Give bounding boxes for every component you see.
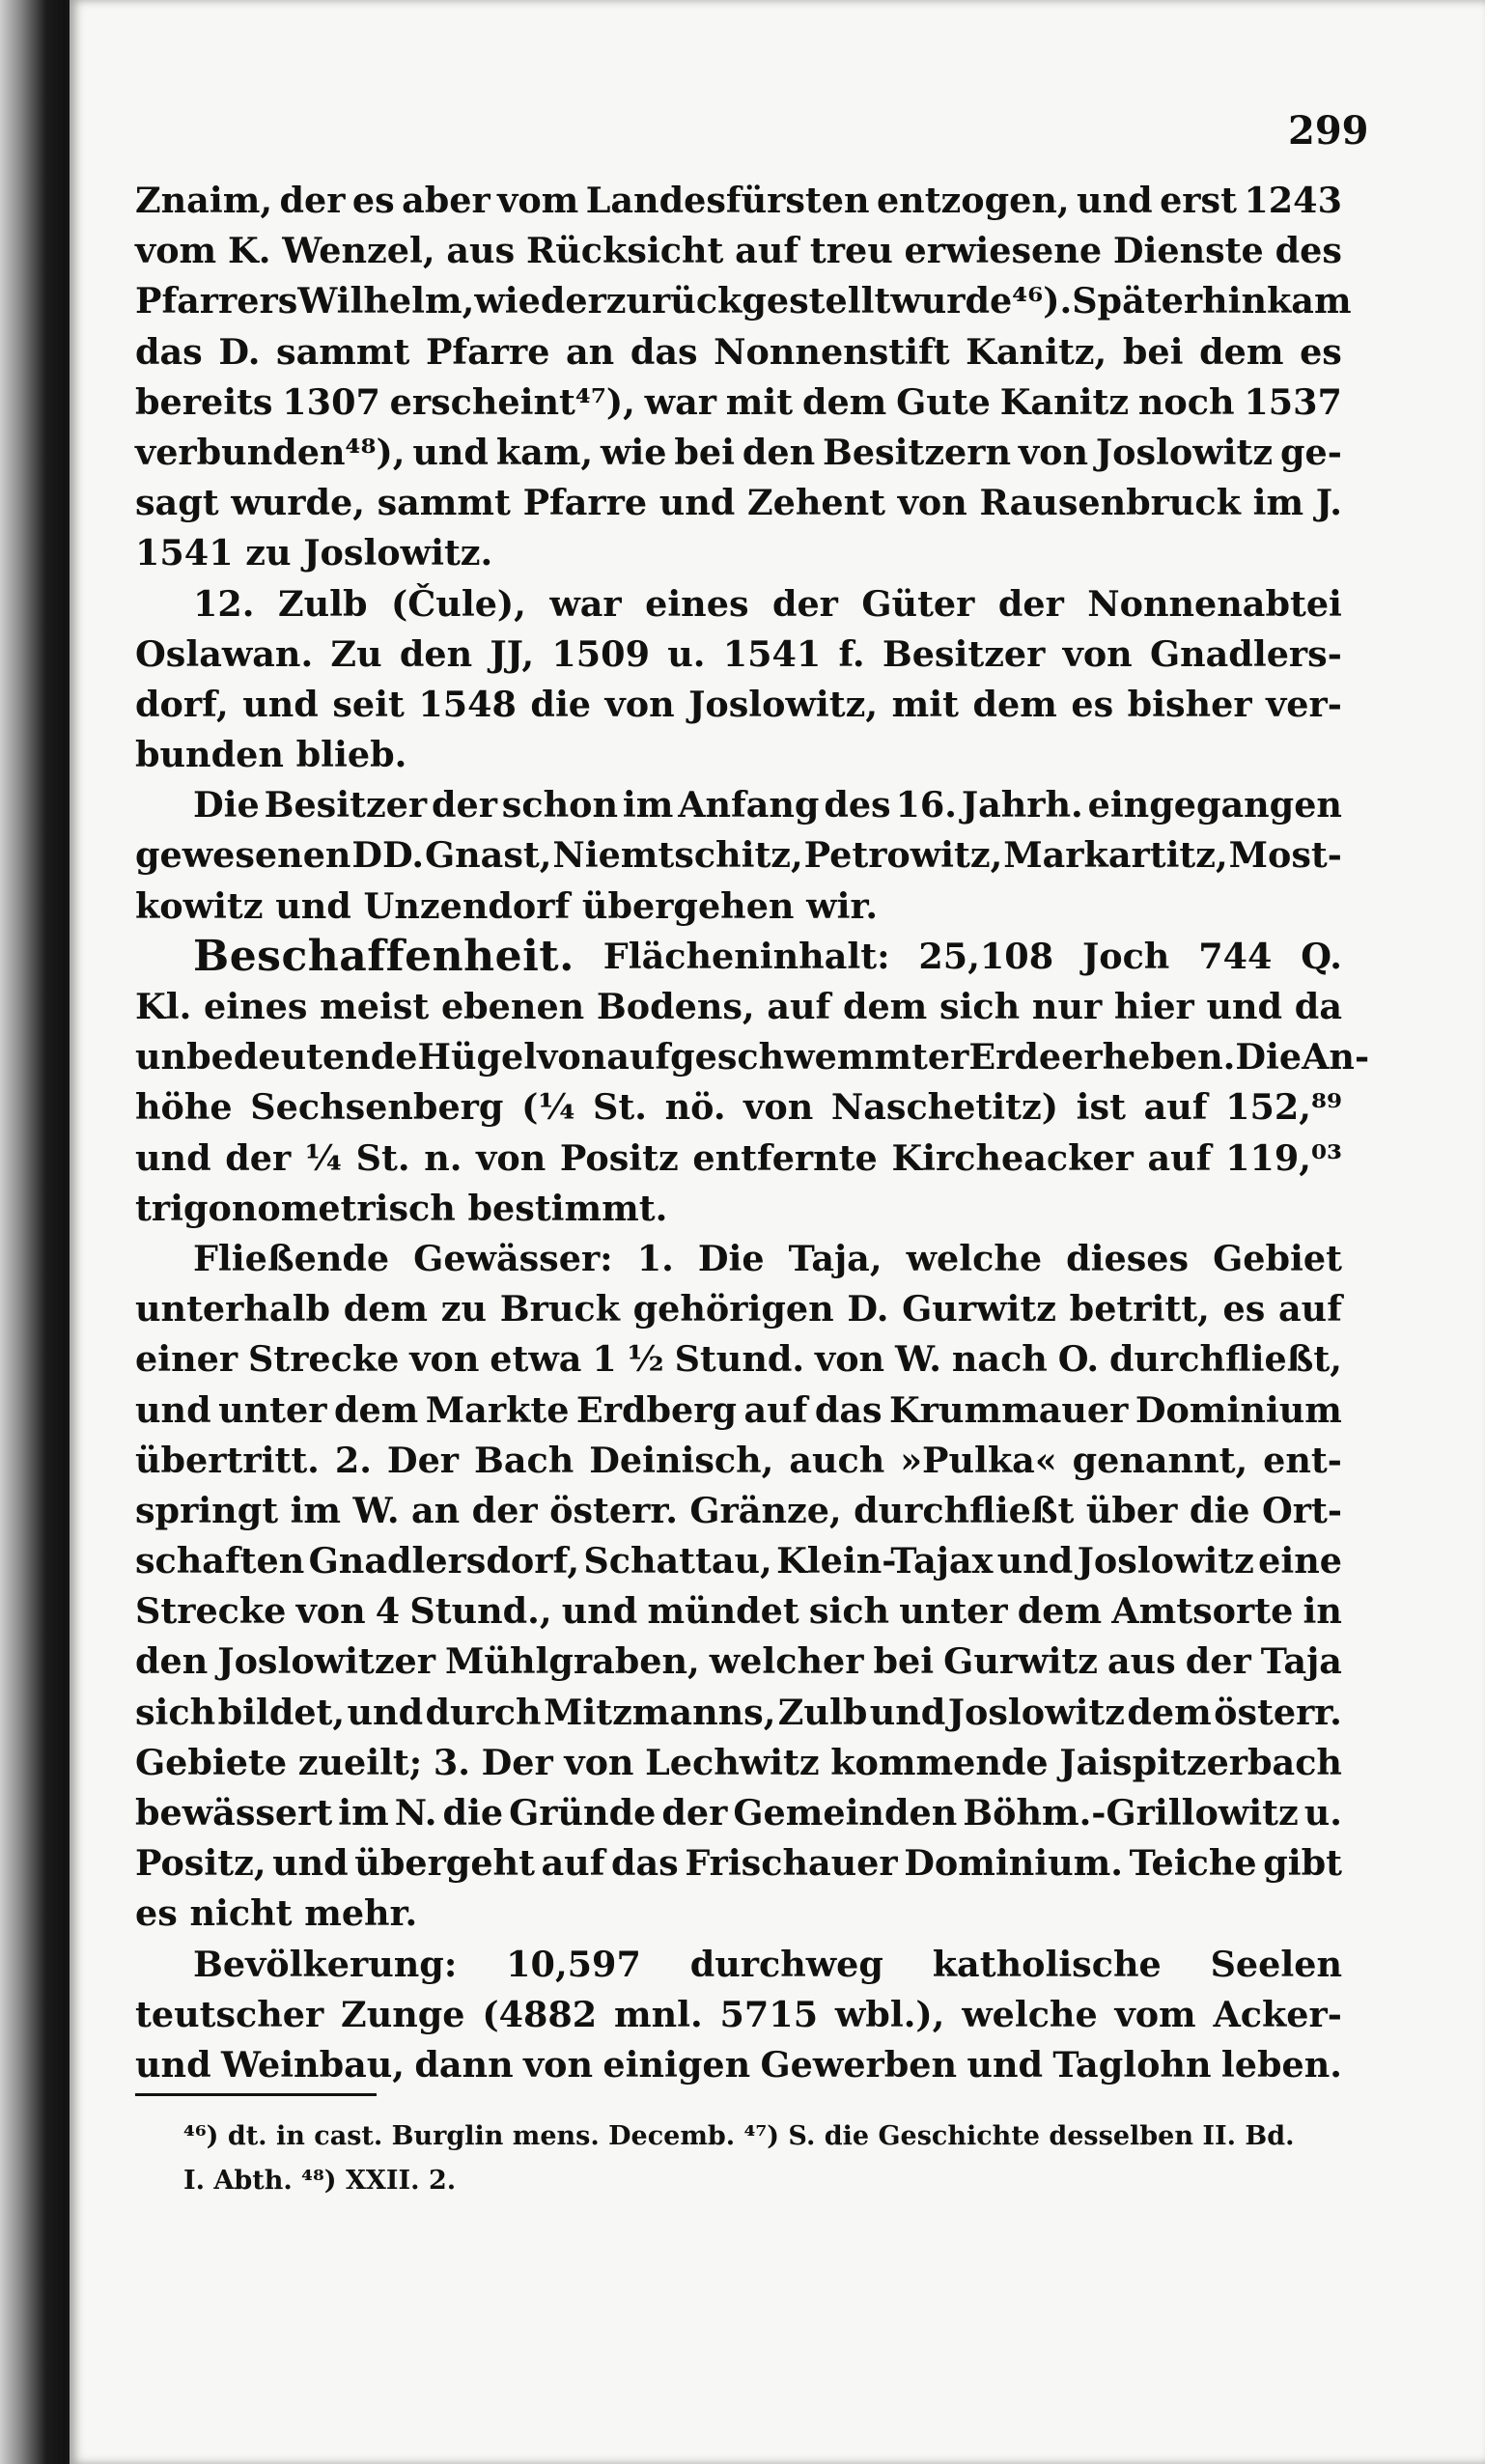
text-line: und Weinbau, dann von einigen Gewerben und Taglohn leben. [135, 2043, 1342, 2086]
text-line: Oslawan. Zu den JJ, 1509 u. 1541 f. Besitzer von Gnadlers- [135, 632, 1342, 675]
text-line: und der ¼ St. n. von Positz entfernte Kircheacker auf 119,⁰³ [135, 1136, 1342, 1179]
text-line: unbedeutende Hügel von aufgeschwemmter Erde erheben. Die An- [135, 1036, 1370, 1078]
text-line: Fließende Gewässer: 1. Die Taja, welche dieses Gebiet [193, 1237, 1342, 1279]
scan-edge [0, 0, 66, 2464]
text-line: bunden blieb. [135, 734, 407, 776]
page-number: 299 [1288, 108, 1369, 154]
text-line: Bevölkerung: 10,597 durchweg katholische Seelen [193, 1943, 1342, 1985]
text-line: bewässert im N. die Gründe der Gemeinden Böhm.-Grillowitz u. [135, 1792, 1342, 1834]
text-line: das D. sammt Pfarre an das Nonnenstift Kanitz, bei dem es [135, 330, 1342, 373]
text-line: gewesenen DD. Gnast, Niemtschitz, Petrowitz, Markartitz, Most- [135, 834, 1342, 877]
text-line: übertritt. 2. Der Bach Deinisch, auch »Pulka« genannt, ent- [135, 1439, 1342, 1481]
text-line: trigonometrisch bestimmt. [135, 1187, 668, 1229]
text-line: sich bildet, und durch Mitzmanns, Zulb und Joslowitz dem österr. [135, 1691, 1342, 1733]
text-line: 12. Zulb (Čule), war eines der Güter der Nonnenabtei [193, 582, 1342, 625]
text-line: einer Strecke von etwa 1 ½ Stund. von W. nach O. durchfließt, [135, 1338, 1342, 1381]
text-line: Gebiete zueilt; 3. Der von Lechwitz kommende Jaispitzerbach [135, 1741, 1342, 1783]
text-line: schaften Gnadlersdorf, Schattau, Klein-Tajax und Joslowitz eine [135, 1540, 1342, 1582]
text-line: Kl. eines meist ebenen Bodens, auf dem sich nur hier und da [135, 986, 1342, 1027]
text-line: kowitz und Unzendorf übergehen wir. [135, 884, 879, 927]
text-line: Strecke von 4 Stund., und mündet sich unter dem Amtsorte in [135, 1590, 1342, 1633]
text-line: es nicht mehr. [135, 1892, 418, 1935]
text-line: Die Besitzer der schon im Anfang des 16. Jahrh. eingegangen [193, 784, 1342, 826]
body-text [135, 176, 1370, 2090]
text-line: bereits 1307 erscheint⁴⁷), war mit dem Gute Kanitz noch 1537 [135, 380, 1342, 423]
footnote-line: I. Abth. ⁴⁸) XXII. 2. [183, 2166, 457, 2196]
text-line: dorf, und seit 1548 die von Joslowitz, mit dem es bisher ver- [135, 683, 1342, 725]
book-page [70, 0, 1485, 2464]
text-line: 1541 zu Joslowitz. [135, 532, 493, 574]
text-line: verbunden⁴⁸), und kam, wie bei den Besitzern von Joslowitz ge- [135, 431, 1342, 473]
text-line: den Joslowitzer Mühlgraben, welcher bei Gurwitz aus der Taja [135, 1640, 1342, 1683]
text-line: Positz, und übergeht auf das Frischauer Dominium. Teiche gibt [135, 1842, 1342, 1885]
text-line: vom K. Wenzel, aus Rücksicht auf treu erwiesene Dienste des [135, 230, 1342, 272]
footnote-line: ⁴⁶) dt. in cast. Burglin mens. Decemb. ⁴⁷) S. die Geschichte desselben II. Bd. [183, 2121, 1295, 2151]
text-line: Pfarrers Wilhelm, wieder zurückgestellt wurde⁴⁶). Späterhin kam [135, 280, 1352, 322]
footnote-rule [135, 2093, 377, 2096]
text-line: höhe Sechsenberg (¼ St. nö. von Naschetitz) ist auf 152,⁸⁹ [135, 1086, 1342, 1129]
text-line: Beschaffenheit. Flächeninhalt: 25,108 Joch 744 Q. [193, 931, 1342, 981]
text-line: Znaim, der es aber vom Landesfürsten entzogen, und erst 1243 [135, 180, 1342, 221]
text-line: unterhalb dem zu Bruck gehörigen D. Gurwitz betritt, es auf [135, 1288, 1342, 1330]
text-line: sagt wurde, sammt Pfarre und Zehent von Rausenbruck im J. [135, 482, 1342, 524]
text-line: springt im W. an der österr. Gränze, durchfließt über die Ort- [135, 1489, 1342, 1531]
footnotes [183, 2114, 1342, 2203]
text-line: teutscher Zunge (4882 mnl. 5715 wbl.), welche vom Acker- [135, 1993, 1342, 2035]
text-line: und unter dem Markte Erdberg auf das Krummauer Dominium [135, 1388, 1342, 1431]
